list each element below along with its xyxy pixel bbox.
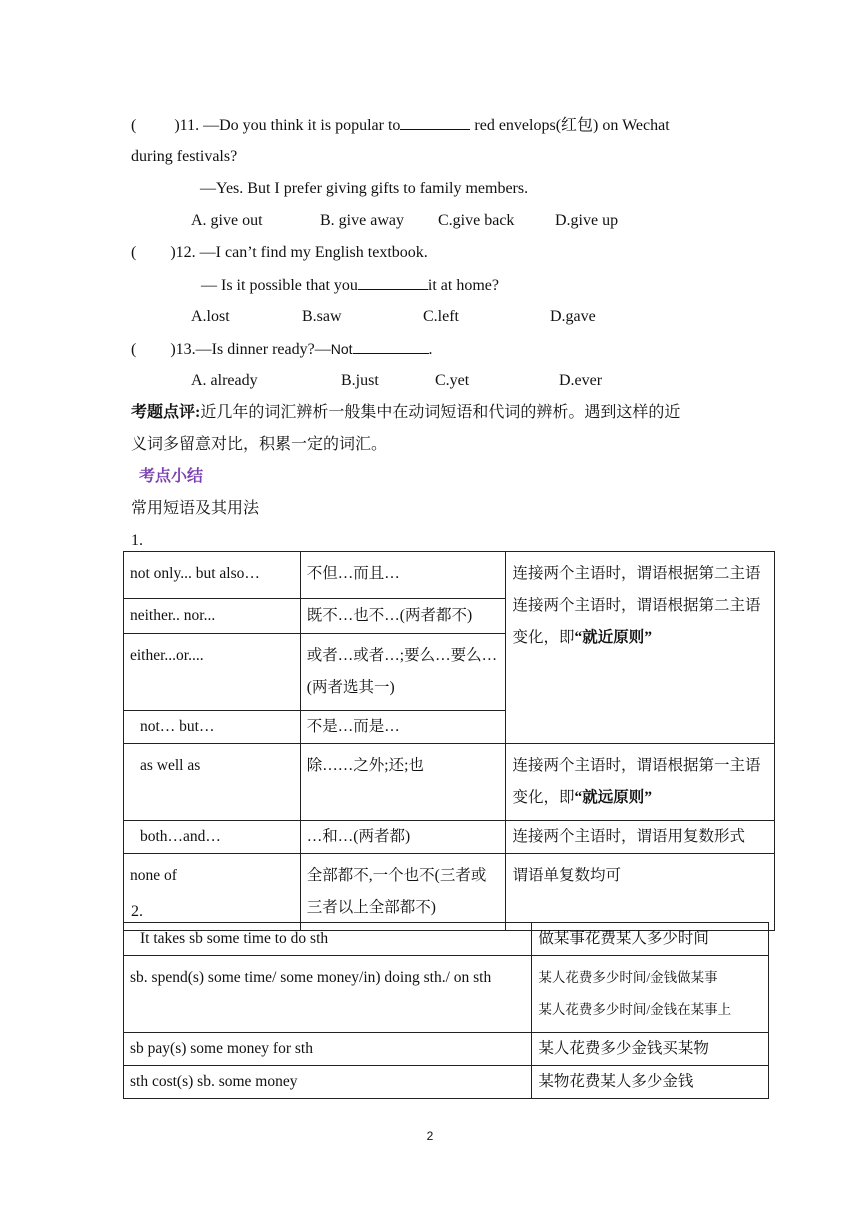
phrase-table-1 [123, 551, 775, 931]
q12-answer-b: it at home? [427, 277, 499, 294]
answer-blank [358, 275, 428, 290]
table-cell: It takes sb some time to do sth [124, 923, 532, 956]
table-cell: both…and… [124, 821, 301, 854]
table-cell: 某物花费某人多少金钱 [532, 1066, 769, 1099]
option-c: C.yet [435, 372, 470, 389]
table-cell: neither.. nor... [124, 599, 301, 634]
table-cell: …和…(两者都) [300, 821, 506, 854]
answer-blank [353, 339, 429, 354]
table-row [124, 923, 769, 956]
q11-stem-a: 11. —Do you think it is popular to [179, 117, 401, 134]
option-d: D.gave [550, 308, 596, 325]
table-cell: 某人花费多少金钱买某物 [532, 1033, 769, 1066]
comment-text-1: 近几年的词汇辨析一般集中在动词短语和代词的辨析。遇到这样的近 [200, 404, 681, 421]
answer-paren-close: ) [174, 117, 180, 134]
comment-text-2: 义词多留意对比，积累一定的词汇。 [131, 436, 388, 453]
phrases-heading: 常用短语及其用法 [131, 500, 260, 517]
table-cell: either...or.... [124, 634, 301, 711]
section-1-number: 1. [131, 532, 143, 549]
rule-cell-far: 连接两个主语时，谓语根据第一主语变化，即“就远原则” [506, 744, 775, 821]
option-b: B. give away [320, 212, 404, 229]
option-a: A. already [191, 372, 258, 389]
option-a: A. give out [191, 212, 263, 229]
q11-stem-cont: during festivals? [131, 148, 238, 165]
table-cell: 除……之外;还;也 [300, 744, 506, 821]
q13-stem-end: . [428, 341, 433, 358]
q12-stem: 12. —I can’t find my English textbook. [175, 244, 428, 261]
answer-paren-open: ( [131, 244, 137, 261]
rule-cell-near: 连接两个主语时，谓语根据第二主语连接两个主语时，谓语根据第二主语变化，即“就近原则” [506, 552, 775, 744]
q12-answer [201, 275, 499, 296]
option-d: D.give up [555, 212, 619, 229]
table-row [124, 854, 775, 931]
option-b: B.just [341, 372, 379, 389]
table-cell: 既不…也不…(两者都不) [300, 599, 506, 634]
table-row [124, 956, 769, 1033]
question-12 [131, 243, 428, 263]
table-cell: sb pay(s) some money for sth [124, 1033, 532, 1066]
table-cell: 做某事花费某人多少时间 [532, 923, 769, 956]
exam-comment [131, 403, 680, 423]
rule-cell-either: 谓语单复数均可 [506, 854, 775, 931]
option-a: A.lost [191, 308, 230, 325]
answer-paren-close: ) [170, 244, 176, 261]
table-row [124, 821, 775, 854]
option-d: D.ever [559, 372, 603, 389]
comment-label: 考题点评: [131, 404, 201, 421]
table-cell: not… but… [124, 711, 301, 744]
q12-answer-a: — Is it possible that you [201, 277, 358, 294]
answer-paren-close: ) [170, 341, 176, 358]
table-row [124, 552, 775, 599]
table-cell: none of [124, 854, 301, 931]
table-cell: not only... but also… [124, 552, 301, 599]
table-cell: 不是…而是… [300, 711, 506, 744]
option-c: C.give back [438, 212, 515, 229]
table-cell: sth cost(s) sb. some money [124, 1066, 532, 1099]
option-c: C.left [423, 308, 459, 325]
answer-blank [400, 115, 470, 130]
table-row [124, 1033, 769, 1066]
q11-answer: —Yes. But I prefer giving gifts to family members. [200, 180, 529, 197]
table-cell: 不但…而且… [300, 552, 506, 599]
page-number: 2 [426, 1129, 434, 1143]
table-row [124, 744, 775, 821]
question-11 [131, 115, 670, 136]
q11-stem-b: red envelops(红包) on Wechat [470, 117, 670, 134]
q13-not: Not [330, 341, 353, 357]
table-cell: sb. spend(s) some time/ some money/in) doing sth./ on sth [124, 956, 532, 1033]
phrase-table-2 [123, 922, 769, 1099]
summary-heading: 考点小结 [139, 468, 204, 485]
section-2-number: 2. [131, 903, 143, 920]
table-row [124, 1066, 769, 1099]
answer-paren-open: ( [131, 341, 137, 358]
table-cell: as well as [124, 744, 301, 821]
table-cell: 全部都不,一个也不(三者或三者以上全部都不) [300, 854, 506, 931]
option-b: B.saw [302, 308, 342, 325]
answer-paren-open: ( [131, 117, 137, 134]
rule-cell-plural: 连接两个主语时，谓语用复数形式 [506, 821, 775, 854]
table-cell: 某人花费多少时间/金钱做某事 某人花费多少时间/金钱在某事上 [532, 956, 769, 1033]
table-cell: 或者…或者…;要么…要么…(两者选其一) [300, 634, 506, 711]
question-13 [131, 339, 433, 360]
q13-stem-a: 13.—Is dinner ready?— [175, 341, 331, 358]
